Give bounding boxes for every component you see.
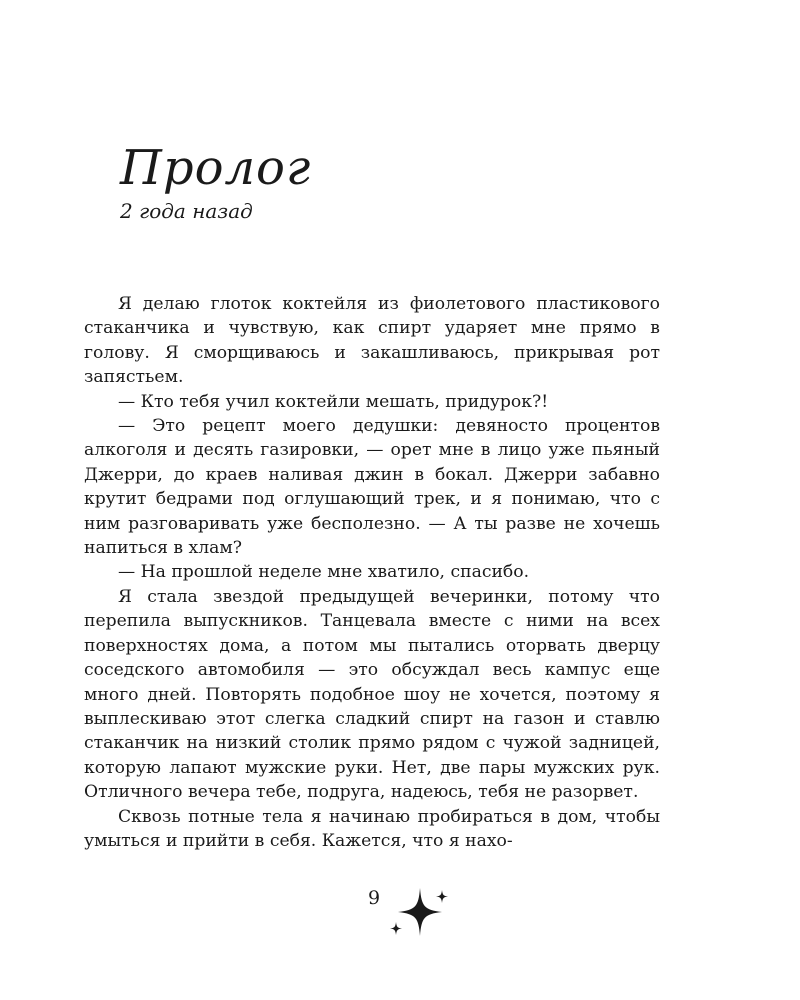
chapter-body <box>84 292 660 853</box>
chapter-title: Пролог <box>120 140 312 196</box>
paragraph: Сквозь потные тела я начинаю пробираться в дом, чтобы умыться и прийти в себя. Кажется, что я нахо- <box>84 806 660 851</box>
chapter-subtitle: 2 года назад <box>120 199 253 223</box>
paragraph: Я делаю глоток коктейля из фиолетового пластикового стаканчика и чувствую, как спирт ударяет мне прямо в голову. Я сморщиваюсь и закашливаюсь, прикрывая рот запястьем. <box>84 294 660 388</box>
page-number: 9 <box>367 887 381 909</box>
paragraph: — На прошлой неделе мне хватило, спасибо. <box>118 562 530 583</box>
paragraph: Я стала звездой предыдущей вечеринки, потому что перепила выпускников. Танцевала вместе с ними на всех поверхностях дома, а потом мы пытались оторвать дверцу соседского автомобиля — это обсуждал весь кампус еще много дней. Повторять подобное шоу не хочется, поэтому я выплескиваю этот слегка сладкий спирт на газон и ставлю стаканчик на низкий столик прямо рядом с чужой задницей, которую лапают мужские руки. Нет, две пары мужских рук. Отличного вечера тебе, подруга, надеюсь, тебя не разорвет. <box>84 586 660 803</box>
paragraph: — Кто тебя учил коктейли мешать, придурок?! <box>118 391 549 412</box>
sparkle-stars-icon <box>384 884 454 948</box>
paragraph: — Это рецепт моего дедушки: девяносто процентов алкоголя и десять газировки, — орет мне в лицо уже пьяный Джерри, до краев наливая джин в бокал. Джерри забавно крутит бедрами под оглушающий трек, и я понимаю, что с ним разговаривать уже бесполезно. — А ты разве не хочешь напиться в хлам? <box>84 416 660 559</box>
